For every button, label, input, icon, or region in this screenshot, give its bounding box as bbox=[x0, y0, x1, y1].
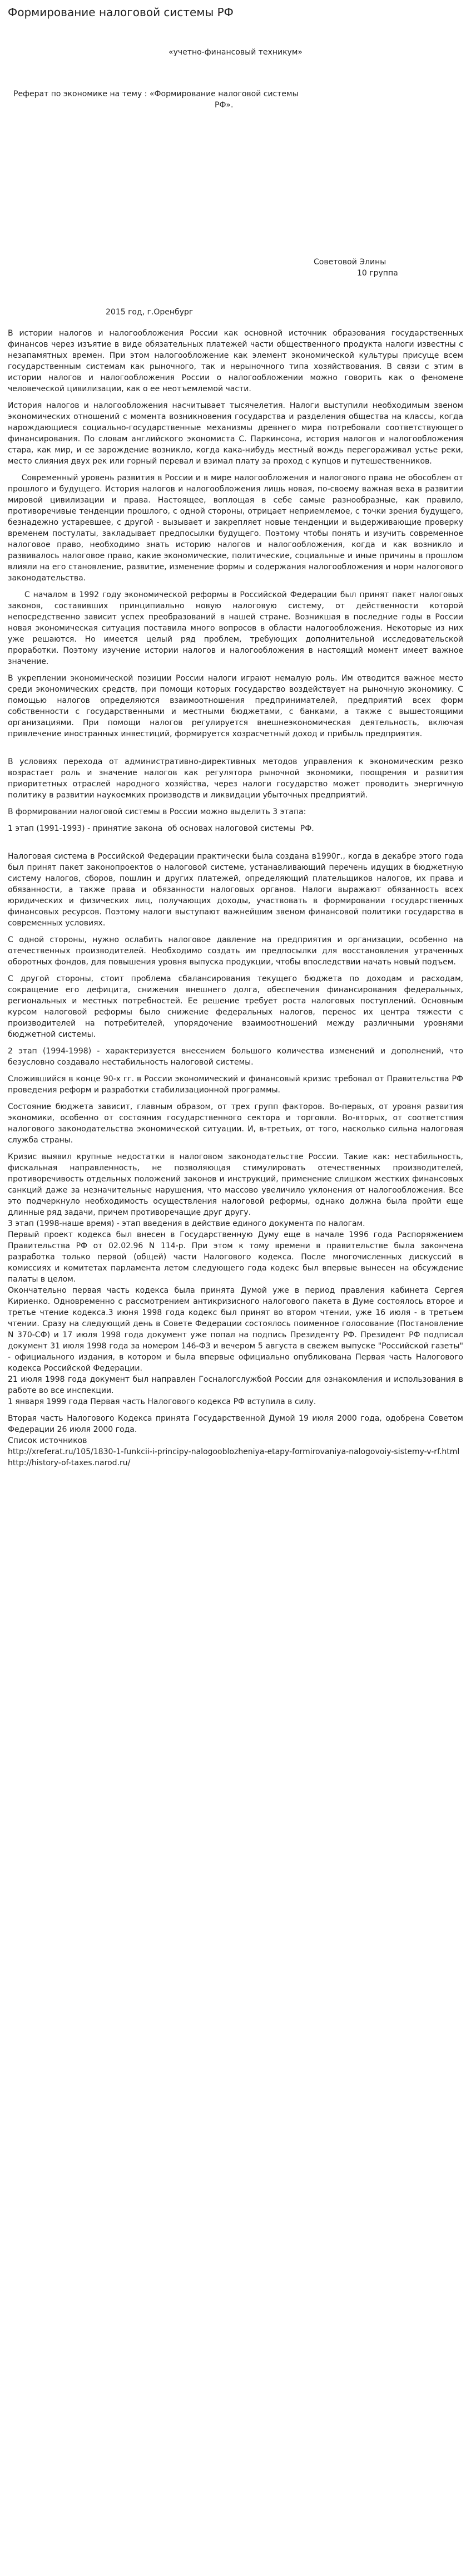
college-name: «учетно-финансовый техникум» bbox=[168, 48, 303, 57]
author-group: 10 группа bbox=[357, 269, 398, 278]
referat-line-1: Реферат по экономике на тему : «Формирование налоговой системы bbox=[13, 90, 299, 98]
source-item[interactable] bbox=[8, 1457, 463, 1469]
paragraph: В укреплении экономической позиции России налоги играют немалую роль. Им отводится важное место среди экономических средств, при помощи которых государство воздействует на рыночную экономику. С помощью налогов определяются взаимоотношения предпринимателей, предприятий всех форм собственности с государственными и местными бюджетами, с банками, а также с вышестоящими организациями. При помощи налогов регулируется внешнеэкономическая деятельность, включая привлечение иностранных инвестиций, формируется хозрасчетный доход и прибыль предприятия. bbox=[8, 674, 463, 738]
author-name: Советовой Элины bbox=[314, 258, 386, 267]
paragraph: В истории налогов и налогообложения России как основной источник образования государственных финансов через изъятие в виде обязательных платежей части общественного продукта налоги известны с незапамятных времен. При этом налогообложение как элемент экономической культуры присуще всем государственным системам как рыночного, так и нерыночного типа хозяйствования. В связи с этим в истории налогов и налогообложения России о налогообложении можно говорить как о феномене человеческой цивилизации, как о ее неотъемлемой части. bbox=[8, 329, 463, 393]
paragraph: Современный уровень развития в России и в мире налогообложения и налогового права не обособлен от прошлого и будущего. История налогов и налогообложения лишь новая, по-своему важная веха в развитии мировой цивилизации и права. Настоящее, воплощая в себе самые разнообразные, как правило, противоречивые тенденции прошлого, с одной стороны, отрицает неприемлемое, с точки зрения будущего, безнадежно устаревшее, с другой - вызывает и закрепляет новые тенденции и выдерживающие проверку временем постулаты, закладывает предпосылки будущего. Поэтому чтобы понять и изучить современное налоговое право, необходимо знать историю налогов и налогообложения, когда и как возникло и развивалось налоговое право, какие экономические, политические, социальные и иные причины в прошлом влияли на его становление, развитие, изменение формы и содержания налогообложения и норм налогового законодательства. bbox=[8, 474, 466, 583]
source-link[interactable]: http://xreferat.ru/105/1830-1-funkcii-i-principy-nalogooblozheniya-etapy-formirovaniya-nalogovoiy-sistemy-v-rf.html bbox=[8, 1447, 460, 1456]
paragraph: Состояние бюджета зависит, главным образом, от трех групп факторов. Во-первых, от уровня развития экономики, особенно от состояния государственного сектора и торговли. Во-вторых, от соответствия налогового законодательства экономической ситуации. И, в-третьих, от того, насколько сильна налоговая служба страны. bbox=[8, 1102, 463, 1145]
stage-1-heading: 1 этап (1991-1993) - принятие закона об основах налоговой системы РФ. bbox=[8, 824, 314, 833]
paragraph: С началом в 1992 году экономической реформы в Российской Федерации был принят пакет налоговых законов, составивших принципиально новую налоговую систему, от действенности которой непосредственно зависит успех преобразований в нашей стране. Возникшая в последние годы в России новая экономическая ситуация поставила много вопросов в области налогообложения. Некоторые из них уже решаются. Но имеется целый ряд проблем, требующих дополнительной исследовательской проработки. Поэтому изучение истории налогов и налогообложения в настоящий момент имеет важное значение. bbox=[8, 590, 466, 666]
referat-body bbox=[8, 328, 466, 1469]
paragraph: Вторая часть Налогового Кодекса принята Государственной Думой 19 июля 2000 года, одобрена Советом Федерации 26 июля 2000 года. bbox=[8, 1414, 463, 1434]
paragraph: Налоговая система в Российской Федерации практически была создана в1990г., когда в декабре этого года был принят пакет законопроектов о налоговой системе, устанавливающий перечень идущих в бюджетную систему налогов, сборов, пошлин и других платежей, определяющий плательщиков налогов, их права и обязанности, а также права и обязанности налоговых органов. Налоги выражают обязанность всех юридических и физических лиц, получающих доходы, участвовать в формировании государственных финансовых ресурсов. Поэтому налоги выступают важнейшим звеном финансовой политики государства в современных условиях. bbox=[8, 852, 463, 928]
referat-line-2: РФ». bbox=[215, 101, 234, 110]
paragraph: Окончательно первая часть кодекса была принята Думой уже в период правления кабинета Сергея Кириенко. Одновременно с рассмотрением антикризисного налогового пакета в Думе состоялось второе и третье чтение кодекса.3 июня 1998 года кодекс был принят во втором чтении, уже 16 июля - в третьем чтении. Сразу на следующий день в Совете Федерации состоялось поименное голосование (Постановление N 370-СФ) и 17 июля 1998 года документ уже попал на подпись Президенту РФ. Президент РФ подписал документ 31 июля 1998 года за номером 146-ФЗ и вечером 5 августа в свежем выпуске "Российской газеты" - официального издания, в котором и была впервые официально опубликована Первая часть Налогового кодекса Российской Федерации. bbox=[8, 1286, 463, 1373]
source-item[interactable] bbox=[8, 1446, 463, 1457]
author-block bbox=[8, 257, 463, 279]
paragraph: История налогов и налогообложения насчитывает тысячелетия. Налоги выступили необходимым звеном экономических отношений с момента возникновения государства и разделения общества на классы, когда нарождающиеся социально-государственные механизмы древнего мира потребовали соответствующего финансирования. По словам английского экономиста С. Паркинсона, история налогов и налогообложения стара, как мир, и ее зарождение возникло, когда кака-нибудь местный вождь перегораживал устье реки, место слияния двух рек или горный перевал и взимал плату за проход с купцов и путешественников. bbox=[8, 401, 463, 466]
page-title: Формирование налоговой системы РФ bbox=[8, 6, 234, 19]
paragraph: В условиях перехода от административно-директивных методов управления к экономическим резко возрастает роль и значение налогов как регулятора рыночной экономики, поощрения и развития приоритетных отраслей народного хозяйства, через налоги государство может проводить энергичную политику в развитии наукоемких производств и ликвидации убыточных предприятий. bbox=[8, 757, 463, 800]
paragraph: В формировании налоговой системы в России можно выделить 3 этапа: bbox=[8, 807, 306, 816]
paragraph: 1 января 1999 года Первая часть Налогового кодекса РФ вступила в силу. bbox=[8, 1397, 316, 1406]
stage-2-heading: 2 этап (1994-1998) - характеризуется внесением большого количества изменений и дополнений, что безусловно создавало нестабильность налоговой системы. bbox=[8, 1047, 463, 1067]
paragraph: Первый проект кодекса был внесен в Государственную Думу еще в начале 1996 года Распоряжением Правительства РФ от 02.02.96 N 114-р. При этом к тому времени в правительстве была закончена разработка только первой (общей) части Налогового кодекса. После многочисленных дискуссий в комиссиях и комитетах парламента летом следующего года кодекс был впервые вынесен на обсуждение палаты в целом. bbox=[8, 1230, 463, 1284]
paragraph: 21 июля 1998 года документ был направлен Госналогслужбой России для ознакомления и использования в работе во все инспекции. bbox=[8, 1375, 463, 1395]
sources-title: Список источников bbox=[8, 1436, 87, 1445]
paragraph: Кризис выявил крупные недостатки в налоговом законодательстве России. Такие как: нестабильность, фискальная направленность, не позволяющая стимулировать отечественных производителей, противоречивость отдельных положений законов и инструкций, применение слишком жестких финансовых санкций даже за незначительные нарушения, что массово увеличило уклонения от налогообложения. Все это подчеркнуло необходимость осуществления налоговой реформы, однако должна была пройти еще длинные ряд задачи, причем противоречащие друг другу. bbox=[8, 1152, 463, 1217]
paragraph: Сложившийся в конце 90-х гг. в России экономический и финансовый кризис требовал от Правительства РФ проведения реформ и разработки стабилизационной программы. bbox=[8, 1075, 463, 1095]
paragraph: С одной стороны, нужно ослабить налоговое давление на предприятия и организации, особенно на отечественных производителей. Необходимо создать им предпосылки для восстановления утраченных оборотных фондов, для повышения уровня выпуска продукции, чтобы впоследствии начать новый подъем. bbox=[8, 935, 463, 967]
referat-heading bbox=[8, 88, 463, 111]
stage-3-heading: 3 этап (1998-наше время) - этап введения в действие единого документа по налогам. bbox=[8, 1219, 365, 1228]
source-link[interactable]: http://history-of-taxes.narod.ru/ bbox=[8, 1459, 131, 1467]
paragraph: С другой стороны, стоит проблема сбалансирования текущего бюджета по доходам и расходам, сокращение его дефицита, снижения внешнего долга, обеспечения финансирования федеральных, региональных и местных потребностей. Ее решение требует роста налоговых поступлений. Основным курсом налоговой реформы было снижение федеральных налогов, перенос их центра тяжести с производителей на потребителей, упорядочение взаимоотношений между различными уровнями бюджетной системы. bbox=[8, 974, 463, 1039]
year-city: 2015 год, г.Оренбург bbox=[106, 308, 194, 317]
